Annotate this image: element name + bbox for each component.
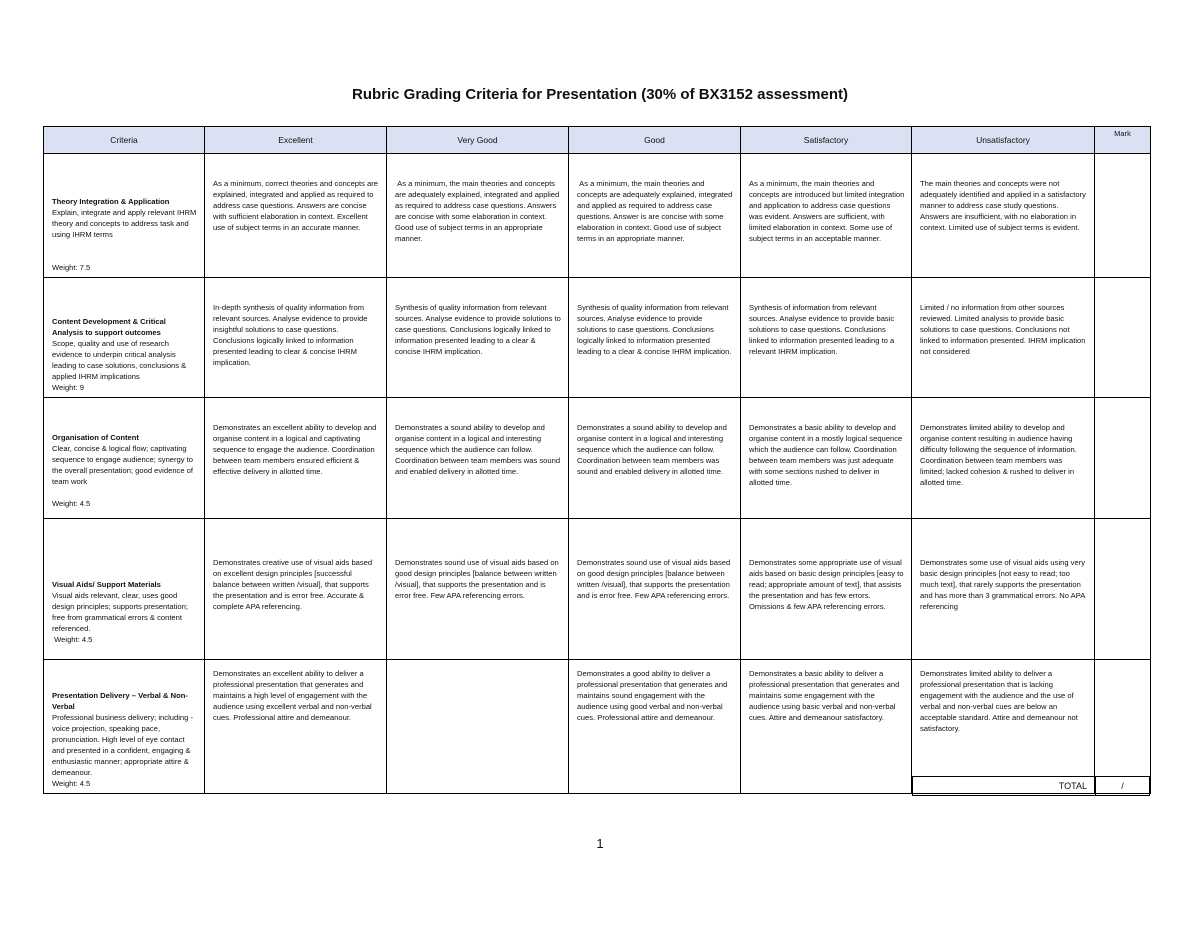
criterion-weight: Weight: 4.5 [52, 779, 91, 788]
criterion-title: Visual Aids/ Support Materials [52, 580, 161, 589]
unsatisfactory-text: Demonstrates limited ability to deliver a professional presentation that is lacking engagement with the audience and the use of verbal and non-verbal cues are below an acceptable standard. Attire and demeanour not satisfactory. [920, 669, 1081, 733]
excellent-text: In-depth synthesis of quality information from relevant sources. Analyse evidence to provide insightful solutions to case questions. Conclusions logically linked to information presented leading to clear & concise IHRM implication. [213, 303, 370, 367]
mark-cell[interactable] [1095, 398, 1151, 519]
very-good-text: As a minimum, the main theories and concepts are adequately explained, integrated and applied as required to address case questions. Answers are concise with some elaboration in context. Good use of subject terms in an appropriate manner. [395, 179, 562, 243]
criterion-weight: Weight: 7.5 [52, 263, 91, 272]
mark-cell[interactable] [1095, 154, 1151, 278]
criterion-cell [44, 660, 205, 794]
good-text: Demonstrates sound use of visual aids based on good design principles [balance between written /visual], that supports the presentation and is error free. Few APA referencing errors. [577, 558, 733, 600]
header-good: Good [569, 127, 741, 154]
satisfactory-cell [741, 519, 912, 660]
header-mark: Mark [1095, 127, 1151, 154]
criterion-weight: Weight: 9 [52, 383, 84, 392]
header-criteria: Criteria [44, 127, 205, 154]
good-text: Demonstrates a good ability to deliver a professional presentation that generates and maintains sound engagement with the audience using good verbal and non-verbal cues. Professional attire and demeanour. [577, 669, 730, 722]
table-row [44, 519, 1151, 660]
table-row [44, 660, 1151, 794]
satisfactory-text: Demonstrates some appropriate use of visual aids based on basic design principles [easy to read; appropriate amount of text], that assists the presentation and has few errors. Omissions & few APA referencing errors. [749, 558, 906, 611]
page-number: 1 [596, 836, 604, 851]
total-box [912, 776, 1150, 796]
criterion-title: Organisation of Content [52, 433, 139, 442]
satisfactory-text: Demonstrates a basic ability to deliver a professional presentation that generates and maintains some engagement with the audience using basic verbal and non-verbal cues. Attire and demeanour satisfactory. [749, 669, 902, 722]
excellent-text: Demonstrates creative use of visual aids based on excellent design principles [successful balance between written /visual], that supports the presentation and is error free. Accurate & complete APA referencing. [213, 558, 375, 611]
good-cell [569, 154, 741, 278]
very-good-cell [387, 278, 569, 398]
criterion-description: Explain, integrate and apply relevant IHRM theory and concepts to address task and using IHRM terms [52, 208, 199, 239]
very-good-text [387, 660, 568, 672]
header-row [44, 127, 1151, 154]
criterion-description: Scope, quality and use of research evidence to underpin critical analysis leading to case solutions, conclusions & applied IHRM implications [52, 339, 189, 381]
criterion-cell [44, 519, 205, 660]
satisfactory-cell [741, 398, 912, 519]
excellent-text: Demonstrates an excellent ability to develop and organise content in a logical and captivating sequence to engage the audience. Coordination between team members ensured efficient & effective delivery in allotted time. [213, 423, 379, 476]
criterion-description: Visual aids relevant, clear, uses good design principles; supports presentation; free from grammatical errors & content referenced. [52, 591, 191, 633]
criterion-cell [44, 154, 205, 278]
unsatisfactory-text: Demonstrates some use of visual aids using very basic design principles [not easy to read; too much text], that rarely supports the presentation and has more than 3 grammatical errors. No APA referencing [920, 558, 1088, 611]
unsatisfactory-cell [912, 519, 1095, 660]
very-good-cell [387, 519, 569, 660]
total-mark-field[interactable]: / [1121, 781, 1124, 791]
very-good-cell [387, 398, 569, 519]
criterion-title: Presentation Delivery – Verbal & Non-Verbal [52, 691, 188, 711]
good-cell [569, 398, 741, 519]
satisfactory-text: Synthesis of information from relevant sources. Analyse evidence to provide basic solutions to case questions. Conclusions linked to information presented leading to a relevant IHRM implication. [749, 303, 897, 356]
very-good-cell [387, 154, 569, 278]
page-title: Rubric Grading Criteria for Presentation (30% of BX3152 assessment) [352, 86, 848, 103]
excellent-cell [205, 398, 387, 519]
criterion-description: Professional business delivery; including - voice projection, speaking pace, pronunciation. High level of eye contact and presented in a confident, engaging & enthusiastic manner; appropriate attire & demeanour. [52, 713, 196, 777]
criterion-weight: Weight: 4.5 [52, 499, 91, 508]
criterion-cell [44, 278, 205, 398]
unsatisfactory-text: Demonstrates limited ability to develop and organise content resulting in audience having difficulty following the sequence of information. Coordination between team members was limited; lacked cohesion & rushed to deliver in allotted time. [920, 423, 1080, 487]
very-good-text: Demonstrates a sound ability to develop and organise content in a logical and interesting sequence which the audience can follow. Coordination between team members was sound and enabled delivery in allotted time. [395, 423, 563, 476]
header-unsatisfactory: Unsatisfactory [912, 127, 1095, 154]
good-cell [569, 278, 741, 398]
good-text: Synthesis of quality information from relevant sources. Analyse evidence to provide solutions to case questions. Conclusions logically linked to information presented leading to a clear & concise IHRM implication. [577, 303, 732, 356]
unsatisfactory-cell [912, 398, 1095, 519]
excellent-cell [205, 519, 387, 660]
header-excellent: Excellent [205, 127, 387, 154]
unsatisfactory-cell [912, 278, 1095, 398]
excellent-cell [205, 660, 387, 794]
criterion-title: Theory Integration & Application [52, 197, 170, 206]
total-label: TOTAL [913, 777, 1096, 795]
table-row [44, 154, 1151, 278]
excellent-cell [205, 278, 387, 398]
good-cell [569, 519, 741, 660]
criterion-cell [44, 398, 205, 519]
very-good-text: Demonstrates sound use of visual aids based on good design principles [balance between written /visual], that supports the presentation and is error free. Few APA referencing errors. [395, 558, 561, 600]
header-very-good: Very Good [387, 127, 569, 154]
satisfactory-text: Demonstrates a basic ability to develop and organise content in a mostly logical sequence which the audience can follow. Coordination between team members was just adequate with some sections rushed to deliver in allotted time. [749, 423, 905, 487]
criterion-title: Content Development & Critical Analysis to support outcomes [52, 317, 168, 337]
satisfactory-cell [741, 154, 912, 278]
unsatisfactory-text: Limited / no information from other sources reviewed. Limited analysis to provide basic solutions to case questions. Conclusions not linked to information presented. IHRM implication not considered [920, 303, 1088, 356]
table-row [44, 398, 1151, 519]
excellent-cell [205, 154, 387, 278]
very-good-cell [387, 660, 569, 794]
rubric-table [43, 126, 1151, 794]
criterion-weight: Weight: 4.5 [52, 635, 93, 644]
criterion-description: Clear, concise & logical flow; captivating sequence to engage audience; synergy to the overall presentation; good evidence of team work [52, 444, 196, 486]
unsatisfactory-cell [912, 154, 1095, 278]
header-satisfactory: Satisfactory [741, 127, 912, 154]
satisfactory-cell [741, 660, 912, 794]
excellent-text: As a minimum, correct theories and concepts are explained, integrated and applied as required to address case questions. Answers are concise with sufficient elaboration in context. Excellent use of subject terms in an accurate manner. [213, 179, 381, 232]
unsatisfactory-cell [912, 660, 1095, 794]
satisfactory-cell [741, 278, 912, 398]
mark-cell[interactable] [1095, 519, 1151, 660]
unsatisfactory-text: The main theories and concepts were not adequately identified and applied in a satisfactory manner to address case study questions. Answers are insufficient, with no elaboration in context. Limited use of subject terms is evident. [920, 179, 1089, 232]
good-text: As a minimum, the main theories and concepts are adequately explained, integrated and applied as required to address case questions. Answer is are concise with some elaboration in context. Good use of subject terms in an appropriate manner. [577, 179, 735, 243]
mark-cell[interactable] [1095, 278, 1151, 398]
excellent-text: Demonstrates an excellent ability to deliver a professional presentation that generates and maintains a high level of engagement with the audience using excellent verbal and non-verbal cues. Professional attire and demeanour. [213, 669, 374, 722]
very-good-text: Synthesis of quality information from relevant sources. Analyse evidence to provide solutions to case questions. Conclusions logically linked to information presented leading to a clear & concise IHRM implication. [395, 303, 564, 356]
satisfactory-text: As a minimum, the main theories and concepts are introduced but limited integration and application to address case questions was evident. Answers are sufficient, with limited elaboration in context. Some use of subject terms in an acceptable manner. [749, 179, 907, 243]
mark-cell[interactable] [1095, 660, 1151, 794]
good-text: Demonstrates a sound ability to develop and organise content in a logical and interesting sequence which the audience can follow. Coordination between team members was sound and enabled delivery in allotted time. [577, 423, 729, 476]
table-row [44, 278, 1151, 398]
good-cell [569, 660, 741, 794]
